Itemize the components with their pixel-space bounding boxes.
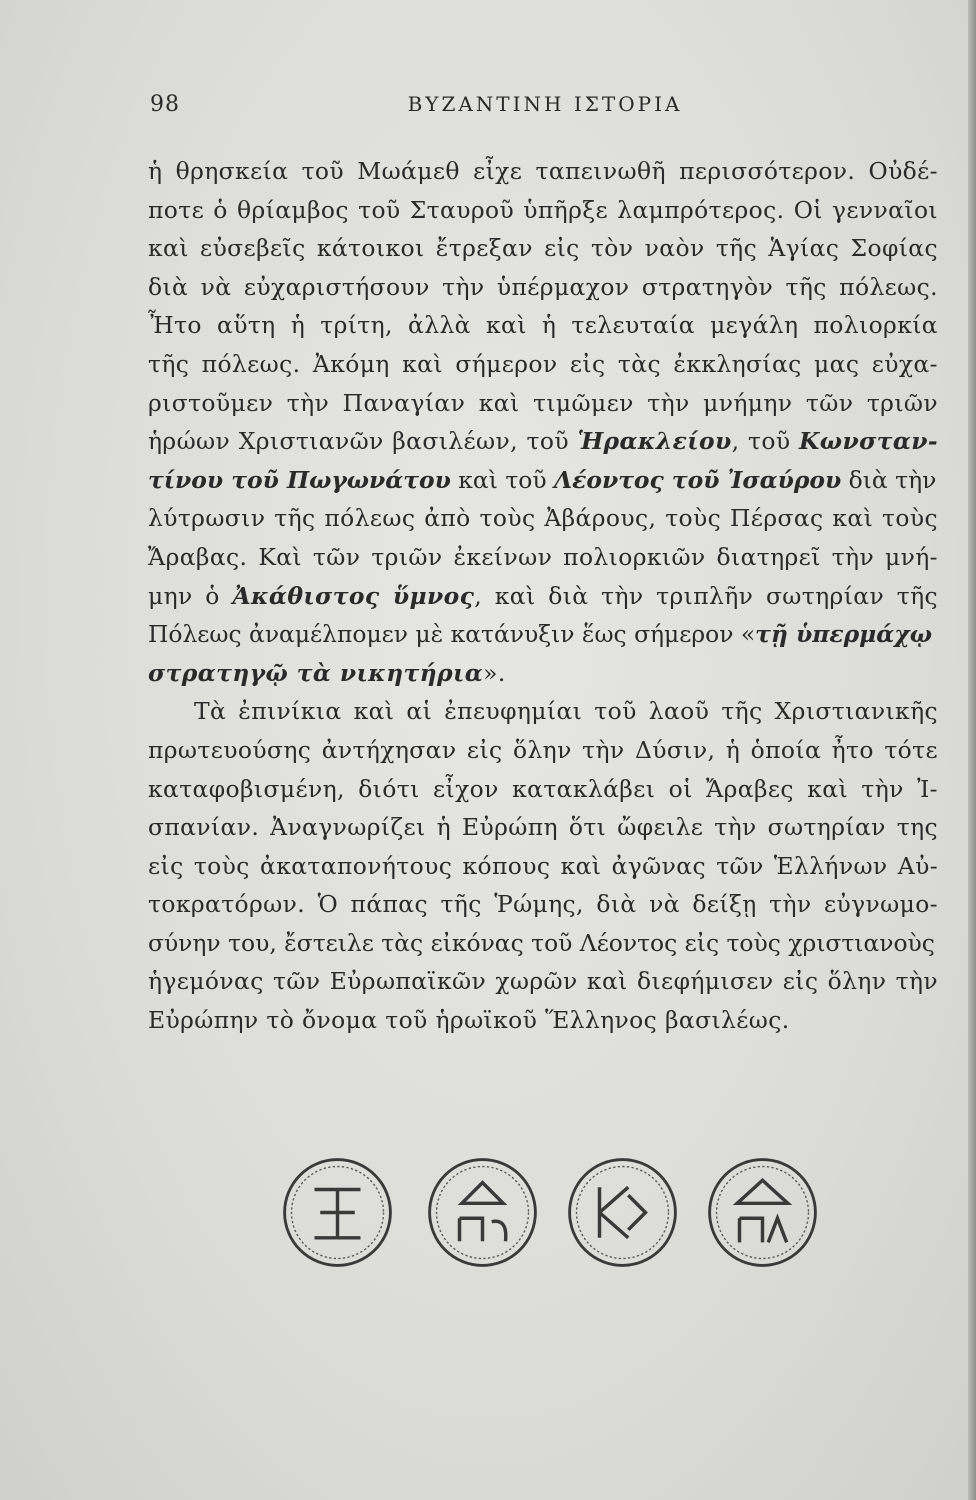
text-run: ριστοῦμεν τὴν Παναγίαν καὶ τιμῶμεν τὴν μνήμην τῶν τριῶν	[148, 388, 938, 417]
seal-row	[280, 1155, 940, 1275]
emphasized-text: τῇ ὑπερμάχῳ	[755, 620, 932, 649]
text-line	[148, 731, 938, 770]
text-line	[148, 422, 938, 461]
text-line	[148, 885, 938, 924]
monogram-seal-icon	[425, 1155, 540, 1270]
text-line	[148, 152, 938, 191]
monogram-seal-icon	[280, 1155, 395, 1270]
emphasized-text: Ἡρακλείου	[577, 427, 732, 456]
text-run: σπανίαν. Ἀναγνωρίζει ἡ Εὐρώπη ὅτι ὤφειλε τὴν σωτηρίαν της	[148, 813, 938, 842]
text-run: ἡγεμόνας τῶν Εὐρωπαϊκῶν χωρῶν καὶ διεφήμισεν εἰς ὅλην τὴν	[148, 967, 938, 996]
emphasized-text: Ἀκάθιστος ὕμνος	[232, 581, 475, 610]
text-line	[148, 615, 938, 654]
emphasized-text: Κωνσταν-	[799, 427, 938, 456]
text-run: Τὰ ἐπινίκια καὶ αἱ ἐπευφημίαι τοῦ λαοῦ τῆς Χριστιανικῆς	[194, 697, 938, 726]
text-run: καταφοβισμένη, διότι εἶχον κατακλάβει οἱ Ἄραβες καὶ τὴν Ἰ-	[148, 774, 938, 803]
text-line	[148, 306, 938, 345]
text-run: ποτε ὁ θρίαμβος τοῦ Σταυροῦ ὑπῆρξε λαμπρότερος. Οἱ γενναῖοι	[148, 195, 938, 224]
text-run: σύνην του, ἔστειλε τὰς εἰκόνας τοῦ Λέοντος εἰς τοὺς χριστιανοὺς	[148, 928, 935, 957]
monogram-seal-icon	[705, 1155, 820, 1270]
text-line	[148, 229, 938, 268]
text-run: λύτρωσιν τῆς πόλεως ἀπὸ τοὺς Ἀβάρους, τοὺς Πέρσας καὶ τοὺς	[148, 504, 938, 533]
page-header	[150, 92, 940, 132]
text-line	[148, 962, 938, 1001]
text-run: εἰς τοὺς ἀκαταπονήτους κόπους καὶ ἀγῶνας τῶν Ἑλλήνων Αὐ-	[148, 851, 938, 880]
running-title: ΒΥΖΑΝΤΙΝΗ ΙΣΤΟΡΙΑ	[407, 92, 683, 116]
emphasized-text: Λέοντος τοῦ Ἰσαύρου	[554, 465, 842, 494]
monogram-seal-icon	[565, 1155, 680, 1270]
text-run: Εὐρώπην τὸ ὄνομα τοῦ ἡρωϊκοῦ Ἕλληνος βασιλέως.	[148, 1006, 790, 1035]
text-run: τοκρατόρων. Ὁ πάπας τῆς Ῥώμης, διὰ νὰ δείξῃ τὴν εὐγνωμο-	[148, 890, 938, 919]
text-line	[148, 577, 938, 616]
text-run: Πόλεως ἀναμέλπομεν μὲ κατάνυξιν ἕως σήμερον «	[148, 620, 756, 649]
text-line	[148, 692, 938, 731]
text-line	[148, 770, 938, 809]
text-run: ».	[483, 658, 506, 687]
text-run: πρωτευούσης ἀντήχησαν εἰς ὅλην τὴν Δύσιν, ἡ ὁποία ἦτο τότε	[148, 735, 938, 764]
text-run: , καὶ διὰ τὴν τριπλῆν σωτηρίαν τῆς	[474, 581, 938, 610]
text-line	[148, 924, 938, 963]
text-line	[148, 538, 938, 577]
text-run: ἡρώων Χριστιανῶν βασιλέων, τοῦ	[148, 427, 578, 456]
text-run: , τοῦ	[731, 427, 800, 456]
text-line	[148, 1001, 938, 1040]
text-line	[148, 461, 938, 500]
text-line	[148, 345, 938, 384]
text-line	[148, 499, 938, 538]
page-edge	[968, 0, 976, 1500]
text-run: μην ὁ	[148, 581, 233, 610]
text-run: καὶ εὐσεβεῖς κάτοικοι ἔτρεξαν εἰς τὸν ναὸν τῆς Ἁγίας Σοφίας	[148, 234, 938, 263]
text-line	[148, 847, 938, 886]
text-run: διὰ νὰ εὐχαριστήσουν τὴν ὑπέρμαχον στρατηγὸν τῆς πόλεως.	[148, 272, 938, 301]
text-run: τῆς πόλεως. Ἀκόμη καὶ σήμερον εἰς τὰς ἐκκλησίας μας εὐχα-	[148, 349, 938, 378]
text-line	[148, 384, 938, 423]
body-text	[148, 152, 938, 1040]
text-line	[148, 808, 938, 847]
text-run: Ἄραβας. Καὶ τῶν τριῶν ἐκείνων πολιορκιῶν διατηρεῖ τὴν μνή-	[148, 542, 938, 571]
emphasized-text: στρατηγῷ τὰ νικητήρια	[148, 658, 484, 687]
text-line	[148, 191, 938, 230]
text-run: ἡ θρησκεία τοῦ Μωάμεθ εἶχε ταπεινωθῆ περισσότερον. Οὐδέ-	[148, 157, 938, 185]
page-number: 98	[150, 92, 180, 117]
emphasized-text: τίνου τοῦ Πωγωνάτου	[148, 465, 451, 494]
text-run: Ἦτο αὕτη ἡ τρίτη, ἀλλὰ καὶ ἡ τελευταία μεγάλη πολιορκία	[148, 311, 938, 340]
text-line	[148, 268, 938, 307]
text-run: καὶ τοῦ	[450, 465, 554, 494]
text-run: διὰ τὴν	[841, 465, 937, 494]
text-line	[148, 654, 938, 693]
